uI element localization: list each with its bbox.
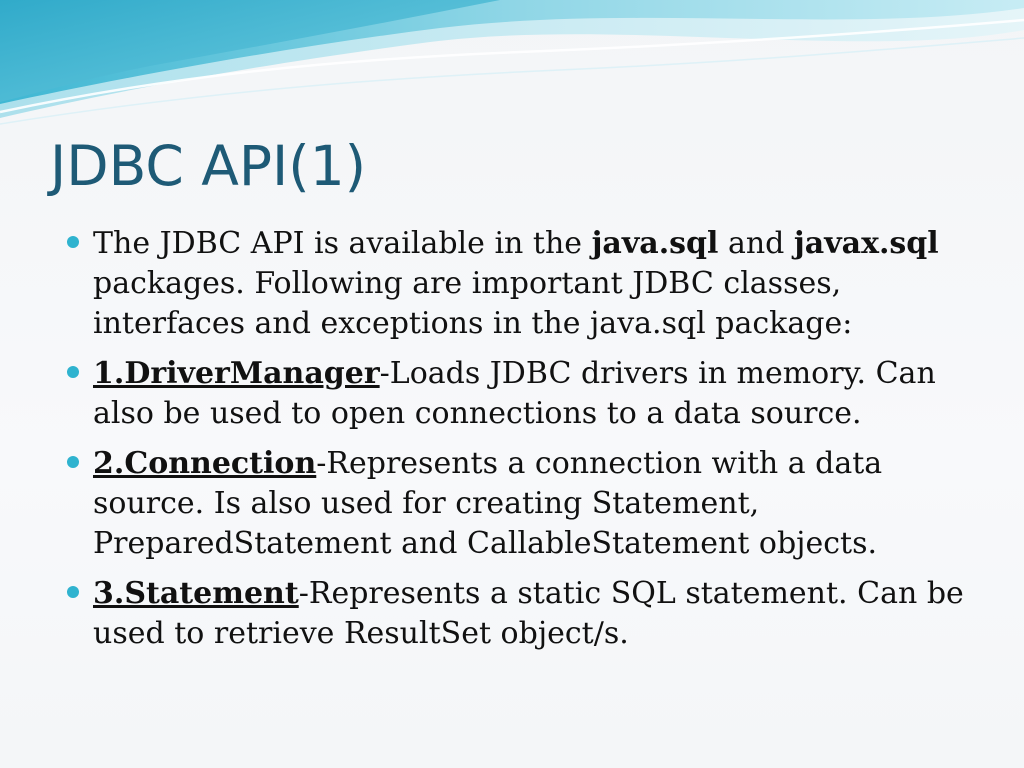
- bullet-item-intro: [62, 224, 982, 344]
- bullet-dot-icon: [67, 456, 79, 468]
- bullet-text-segment: The JDBC API is available in the: [93, 226, 592, 261]
- bullet-list: [62, 224, 982, 664]
- header-wave-decoration: [0, 0, 1024, 130]
- bullet-dot-icon: [67, 366, 79, 378]
- bullet-dot-icon: [67, 586, 79, 598]
- bullet-item-statement: [62, 574, 982, 654]
- package-name-java-sql: java.sql: [591, 226, 719, 261]
- bullet-text-segment: -Loads JDBC drivers in memory. Can also be used to open connections to a data source.: [93, 356, 936, 431]
- bullet-text-segment: and: [718, 226, 794, 261]
- bullet-item-connection: [62, 444, 982, 564]
- term-connection: 2.Connection: [93, 446, 317, 481]
- bullet-item-drivermanager: [62, 354, 982, 434]
- package-name-javax-sql: javax.sql: [793, 226, 939, 261]
- term-drivermanager: 1.DriverManager: [93, 356, 380, 391]
- bullet-text-segment: -Represents a static SQL statement. Can be used to retrieve ResultSet object/s.: [93, 576, 964, 651]
- bullet-text-segment: -Represents a connection with a data source. Is also used for creating Statement, PreparedStatement and CallableStatement objects.: [93, 446, 883, 561]
- bullet-text-segment: packages. Following are important JDBC classes, interfaces and exceptions in the java.sql package:: [93, 266, 853, 341]
- slide-title: JDBC API(1): [50, 134, 367, 198]
- bullet-dot-icon: [67, 236, 79, 248]
- term-statement: 3.Statement: [93, 576, 299, 611]
